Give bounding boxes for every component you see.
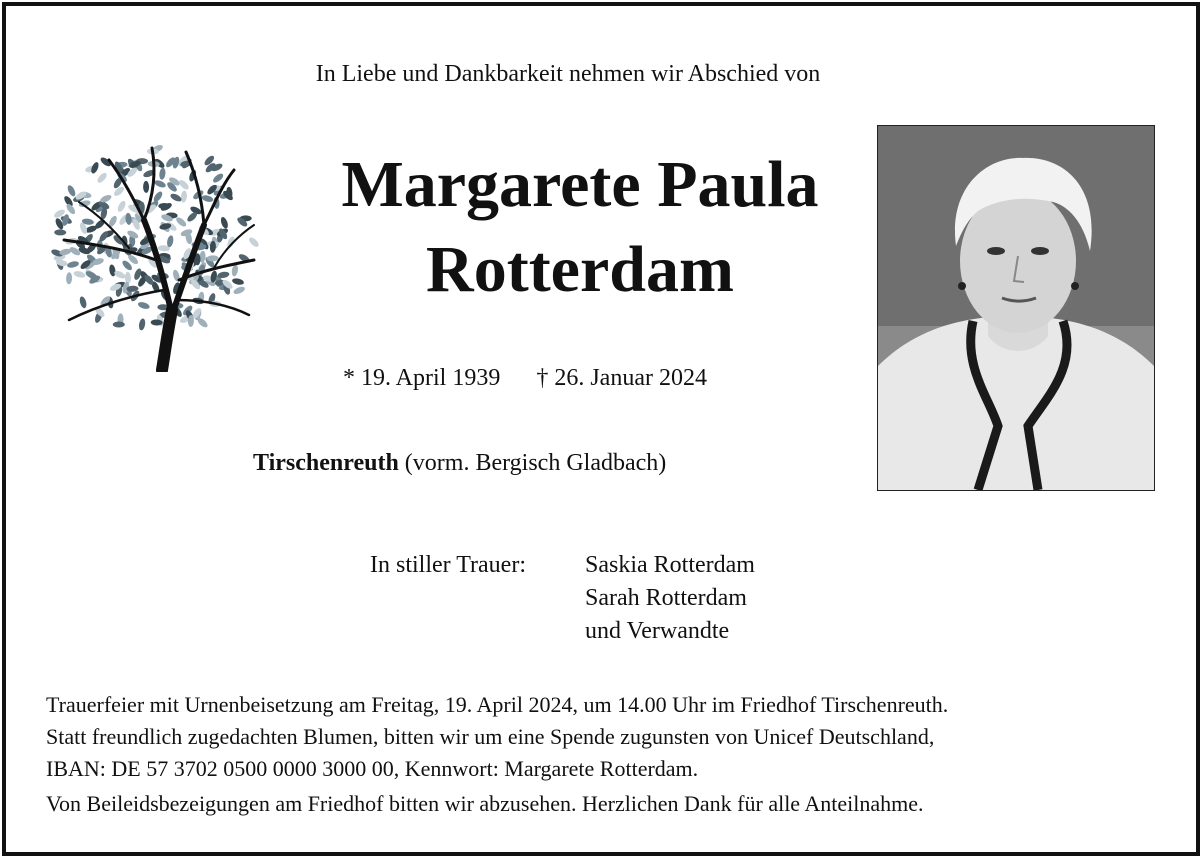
death-date: † 26. Januar 2024 xyxy=(536,365,707,391)
iban-info: IBAN: DE 57 3702 0500 0000 3000 00, Kennwort: Margarete Rotterdam. xyxy=(46,756,699,781)
tree-leaf xyxy=(66,184,77,197)
tree-leaf xyxy=(73,270,86,279)
tree-leaf xyxy=(153,179,166,189)
life-dates xyxy=(343,365,707,392)
portrait-photo xyxy=(877,125,1155,491)
tree-leaf xyxy=(169,192,182,203)
tree-leaf xyxy=(116,200,127,213)
tree-leaf xyxy=(138,318,146,331)
mourner-name: Saskia Rotterdam xyxy=(585,552,755,578)
tree-leaf xyxy=(226,236,236,249)
tree-leaf xyxy=(233,285,246,295)
deceased-name-line1: Margarete Paula xyxy=(341,148,819,221)
residence xyxy=(253,450,666,477)
tree-leaf xyxy=(108,264,116,277)
tree-leaf xyxy=(152,190,164,203)
tree-leaf xyxy=(166,235,174,248)
tree-leaf xyxy=(137,301,150,310)
donation-info: Statt freundlich zugedachten Blumen, bitten wir um eine Spende zugunsten von Unicef Deutschland, xyxy=(46,724,935,749)
mourner-name: Sarah Rotterdam xyxy=(585,585,747,611)
tree-leaf xyxy=(125,213,132,225)
tree-leaf xyxy=(212,172,225,184)
mourner-name: und Verwandte xyxy=(585,618,730,644)
residence-town: Tirschenreuth xyxy=(253,450,399,476)
tree-leaf xyxy=(175,216,188,228)
tree-leaf xyxy=(54,229,66,235)
tree-leaf xyxy=(201,194,214,203)
tree-leaf xyxy=(66,272,72,284)
tree-leaf xyxy=(125,272,131,284)
intro-text: In Liebe und Dankbarkeit nehmen wir Abschied von xyxy=(315,61,821,87)
birth-date: * 19. April 1939 xyxy=(343,365,501,391)
tree-leaf xyxy=(232,277,245,285)
tree-leaf xyxy=(66,260,79,269)
tree-leaf xyxy=(113,322,125,328)
tree-leaf xyxy=(220,216,230,229)
tree-leaf xyxy=(159,167,166,180)
deceased-name-line2: Rotterdam xyxy=(426,233,734,306)
mourners-label: In stiller Trauer: xyxy=(370,552,526,578)
closing-note: Von Beileidsbezeigungen am Friedhof bitten wir abzusehen. Herzlichen Dank für alle Anteilnahme. xyxy=(46,791,924,816)
ceremony-info: Trauerfeier mit Urnenbeisetzung am Freitag, 19. April 2024, um 14.00 Uhr im Friedhof Tirschenreuth. xyxy=(46,692,949,717)
tree-leaf xyxy=(96,171,108,184)
tree-icon xyxy=(44,130,266,372)
tree-leaf xyxy=(180,190,187,203)
tree-leaf xyxy=(178,178,191,191)
tree-leaf xyxy=(143,181,149,193)
tree-leaf xyxy=(79,296,88,309)
residence-former: (vorm. Bergisch Gladbach) xyxy=(398,450,667,476)
tree-leaf xyxy=(247,236,260,249)
